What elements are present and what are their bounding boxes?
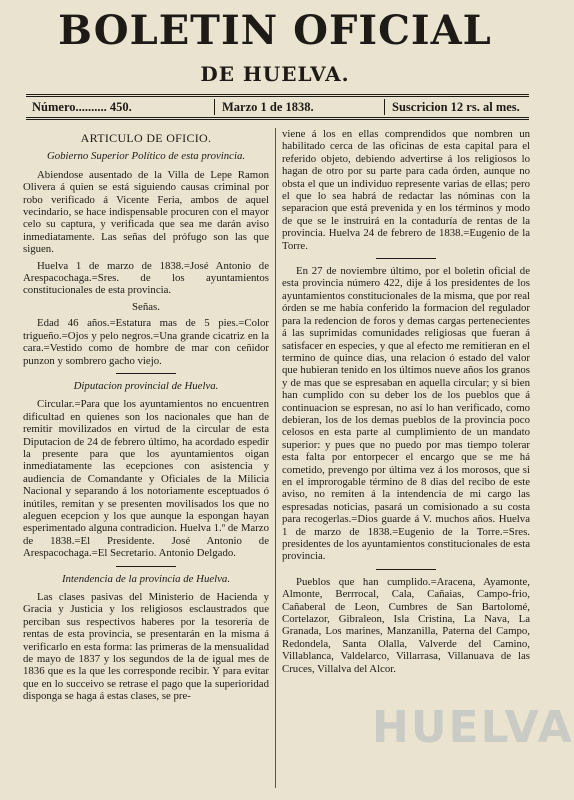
column-divider [275,128,276,788]
separator-rule [116,373,176,374]
article-paragraph: Pueblos que han cumplido.=Aracena, Ayamonte, Almonte, Berrrocal, Cala, Cañaias, Campo-frio, Cañaberal de Leon, Cumbres de San Bartolomé, Cortelazor, Gibraleon, Isla Cristina, La Nava, La Granada, Los marines, Manzanilla, Paterna del Campo, Redondela, Santa Olalla, Valverde del Camino, Villablanca, Valdelarco, Villarrasa, Villanuava de las Cruces, Villalva del Alcor. [282,575,530,675]
article-paragraph: Las clases pasivas del Ministerio de Hacienda y Gracia y Justicia y los religiosos esclaustrados que perciban sus respectivos haberes por la tesorería de rentas de esta provincia, se presentarán en la misma á verificarlo en esta forma: las primeras de la mensualidad de mayo de 1837 y los segundos de la de igual mes de 1836 que es la que les corresponde recibir. Y para evitar que en lo succeivo se retrase el pago que la superioridad disponga se haga á estas clases, se pre- [23,591,269,703]
article-paragraph: En 27 de noviembre último, por el boletin oficial de esta provincia número 422, dije á los presidentes de los ayuntamientos constitucionales de la misma, que por real órden se me había conferido la formacion del regulador para la redencion de foros y demas cargas pertenecientes á las suprimidas comunidades religiosas que fueran á satisfacer en especies, y que al efecto me remitieran en el termino de quince dias, una relacion ó estado del valor que hubieran tenido en los últimos nueve años los granos y de mas que se espresaban en aquella circular; y si bien han cumplido con su deber los de los pueblos que á continuacion se espresan, no así lo han verificado, como debieran, los de los demas pueblos de la provincia poco celosos en esta parte al cumplimiento de un mandato superior: y pues que no puedo por mas tiempo tolerar esta falta por entorpecer el encargo que se me há cometido, prevengo por última vez á los morosos, que si en el improrogable término de 8 dias del recibo de este aviso, no remiten á la intendencia de mi cargo las espresadas noticias, pasará un comisionado a su costa para recogerlas.=Dios guarde á V. muchos años. Huelva 1 de marzo de 1838.=Eugenio de la Torre.=Sres. presidentes de los ayuntamientos constitucionales de esta provincia. [282,265,530,563]
masthead-subtitle: DE HUELVA. [200,62,350,86]
subsection-heading: Intendencia de la provincia de Huelva. [61,572,231,585]
issue-number: Número.......... 450. [32,99,132,114]
subsection-heading: Gobierno Superior Político de esta provincia. [46,150,246,163]
left-column [23,128,269,707]
separator-rule [116,566,176,567]
issue-info-bar [26,94,529,120]
section-heading: ARTICULO DE OFICIO. [80,131,212,145]
article-paragraph: Circular.=Para que los ayuntamientos no encuentren dificultad en quienes son los nacionales que han de remitir movilizados en virtud de la circular de esta Diputacion de 24 de febrero último, ha acordado espedir la presente para que los ayuntamientos oigan inmediatamente las ecepciones con asistencia y audiencia de Comandante y Oficiales de la Milicia Nacional y separando á los notoriamente esceptuados ó inútiles, remitan y se presenten movilisados los que no aleguen ecepcion y los que aunque la espongan hayan esperimentado alguna contradicion. Huelva 1.º de Marzo de 1838.=El Presidente. José Antonio de Arespacochaga.=El Secretario. Antonio Delgado. [23,398,269,560]
right-column [282,128,530,679]
subsection-heading: Diputacion provincial de Huelva. [73,379,219,392]
subscription-price: Suscricion 12 rs. al mes. [392,99,520,114]
masthead-title: BOLETIN OFICIAL [58,7,492,54]
separator-rule [376,258,436,259]
info-divider [384,99,385,115]
article-paragraph: Abiendose ausentado de la Villa de Lepe Ramon Olivera á quien se está siguiendo causas criminal por robo verificado á Vicente Feria, ambos de aquel vecindario, se hace indispensable procuren con el mayor celo su captura, y verificada que sea me darán aviso inmediatamente. Las señas del prófugo son las que siguen. [23,168,269,256]
senas-heading: Señas. [132,300,160,313]
article-paragraph: viene á los en ellas comprendidos que nombren un habilitado cerca de las oficinas de esta capital para el referido objeto, debiendo advertirse á los religiosos lo hagan de otro por su parte para cada órden, aunque no obsta el que un individuo represente varias de ellas; pero el que lo sea habrá de redactar las nóminas con la separacion que está prevenida y en los términos y modo de que se le instruirá en la contaduría de rentas de la provincia. Huelva 24 de febrero de 1838.=Eugenio de la Torre. [282,128,530,252]
info-divider [214,99,215,115]
article-paragraph: Huelva 1 de marzo de 1838.=José Antonio de Arespacochaga.=Sres. de los ayuntamientos constitucionales de esta provincia. [23,259,269,297]
article-paragraph: Edad 46 años.=Estatura mas de 5 pies.=Color trigueño.=Ojos y pelo negros.=Una grande cicatriz en la cara.=Vestido como de hombre de mar con ceñidor punzon y sombrero gacho viejo. [23,317,269,367]
separator-rule [376,569,436,570]
archive-watermark: HUELVA [372,702,574,753]
issue-date: Marzo 1 de 1838. [222,99,314,114]
